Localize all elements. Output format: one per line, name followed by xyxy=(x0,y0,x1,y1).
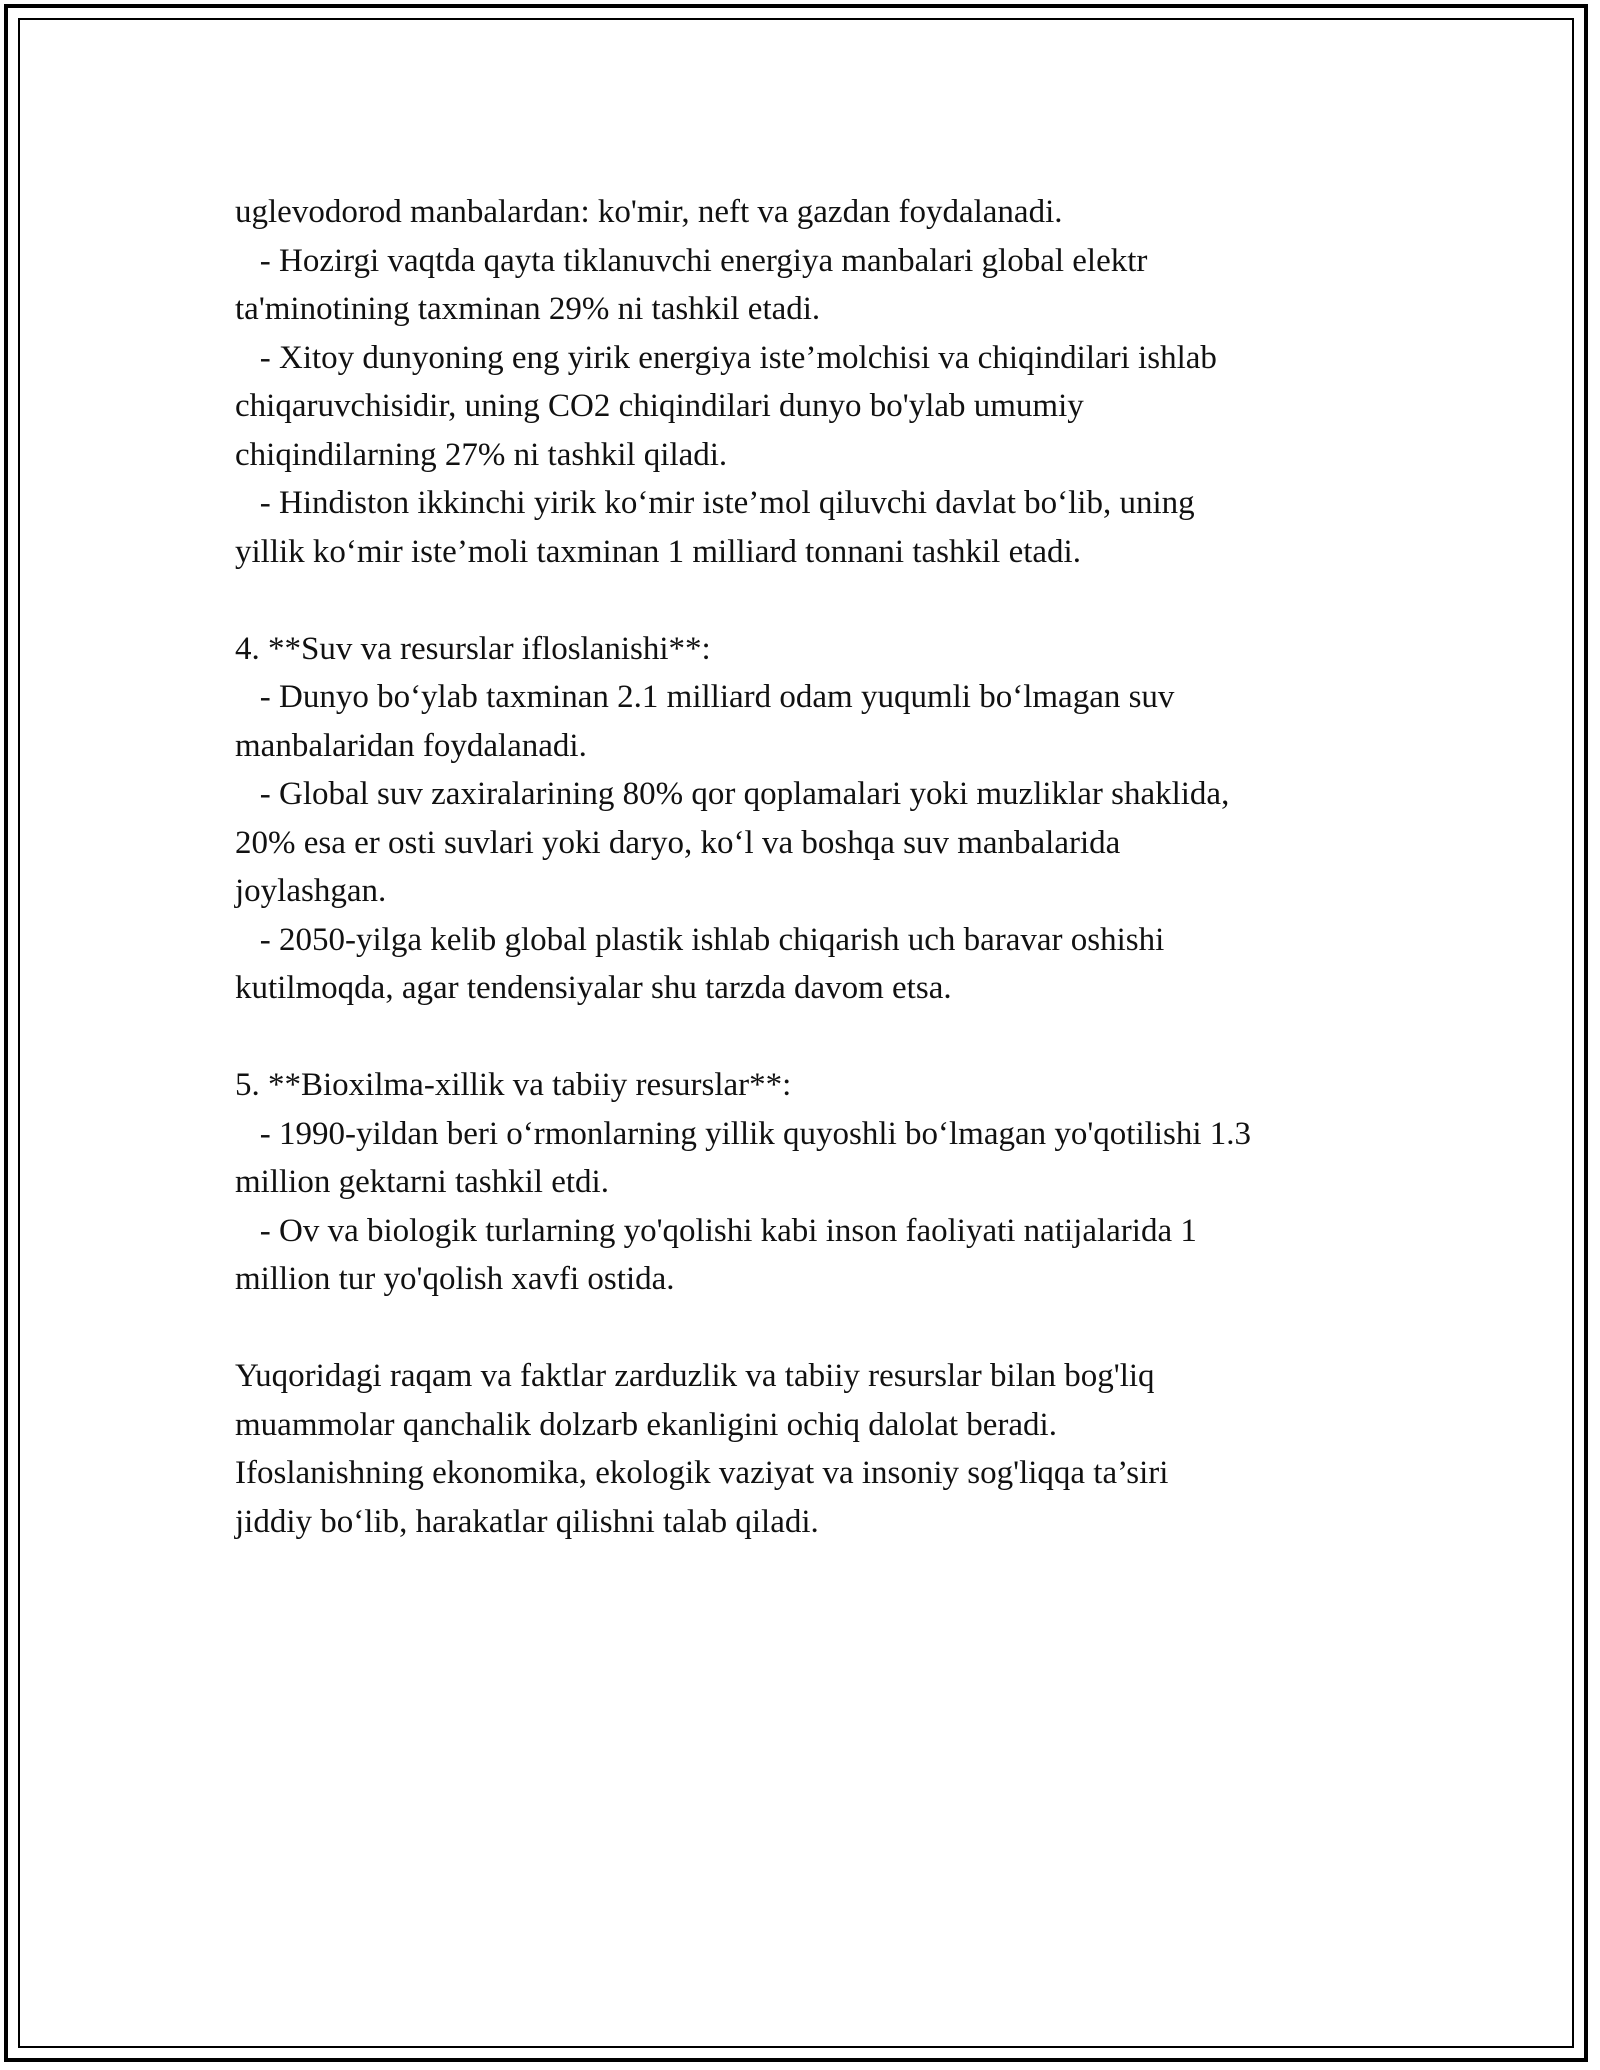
text-line: yillik ko‘mir iste’moli taxminan 1 milliard tonnani tashkil etadi. xyxy=(235,533,1081,570)
text-line: chiqaruvchisidir, uning CO2 chiqindilari dunyo bo'ylab umumiy xyxy=(235,388,1084,424)
section-heading: 4. **Suv va resurslar ifloslanishi**: xyxy=(235,630,711,667)
blank-line xyxy=(235,1304,1395,1353)
text-line: - 1990-yildan beri o‘rmonlarning yillik quyoshli bo‘lmagan yo'qotilishi 1.3 xyxy=(235,1115,1251,1152)
text-line: - Ov va biologik turlarning yo'qolishi kabi inson faoliyati natijalarida 1 xyxy=(235,1212,1197,1249)
text-line: - 2050-yilga kelib global plastik ishlab chiqarish uch baravar oshishi xyxy=(235,921,1165,958)
text-line: ta'minotining taxminan 29% ni tashkil etadi. xyxy=(235,291,821,327)
text-line: - Global suv zaxiralarining 80% qor qoplamalari yoki muzliklar shaklida, xyxy=(235,776,1230,812)
text-line: million gektarni tashkil etdi. xyxy=(235,1164,609,1200)
blank-line xyxy=(235,1013,1395,1062)
conclusion-line: jiddiy bo‘lib, harakatlar qilishni talab qiladi. xyxy=(235,1503,819,1540)
blank-line xyxy=(235,576,1395,625)
text-line: - Hindiston ikkinchi yirik ko‘mir iste’mol qiluvchi davlat bo‘lib, uning xyxy=(235,485,1195,521)
text-line: uglevodorod manbalardan: ko'mir, neft va gazdan foydalanadi. xyxy=(235,194,1063,230)
section-heading: 5. **Bioxilma-xillik va tabiiy resurslar**: xyxy=(235,1067,792,1103)
text-line: joylashgan. xyxy=(235,873,387,909)
document-body xyxy=(235,188,1395,1546)
text-line: million tur yo'qolish xavfi ostida. xyxy=(235,1261,675,1297)
text-line: kutilmoqda, agar tendensiyalar shu tarzda davom etsa. xyxy=(235,970,952,1006)
text-line: chiqindilarning 27% ni tashkil qiladi. xyxy=(235,436,728,473)
conclusion-line: muammolar qanchalik dolzarb ekanligini ochiq dalolat beradi. xyxy=(235,1406,1057,1443)
conclusion-line: Ifoslanishning ekonomika, ekologik vaziyat va insoniy sog'liqqa ta’siri xyxy=(235,1455,1169,1491)
text-line: - Xitoy dunyoning eng yirik energiya iste’molchisi va chiqindilari ishlab xyxy=(235,339,1217,376)
text-line: manbalaridan foydalanadi. xyxy=(235,727,587,764)
text-line: 20% esa er osti suvlari yoki daryo, ko‘l va boshqa suv manbalarida xyxy=(235,824,1121,861)
conclusion-line: Yuqoridagi raqam va faktlar zarduzlik va tabiiy resurslar bilan bog'liq xyxy=(235,1358,1155,1394)
text-line: - Hozirgi vaqtda qayta tiklanuvchi energiya manbalari global elektr xyxy=(235,242,1148,279)
text-line: - Dunyo bo‘ylab taxminan 2.1 milliard odam yuqumli bo‘lmagan suv xyxy=(235,679,1175,715)
